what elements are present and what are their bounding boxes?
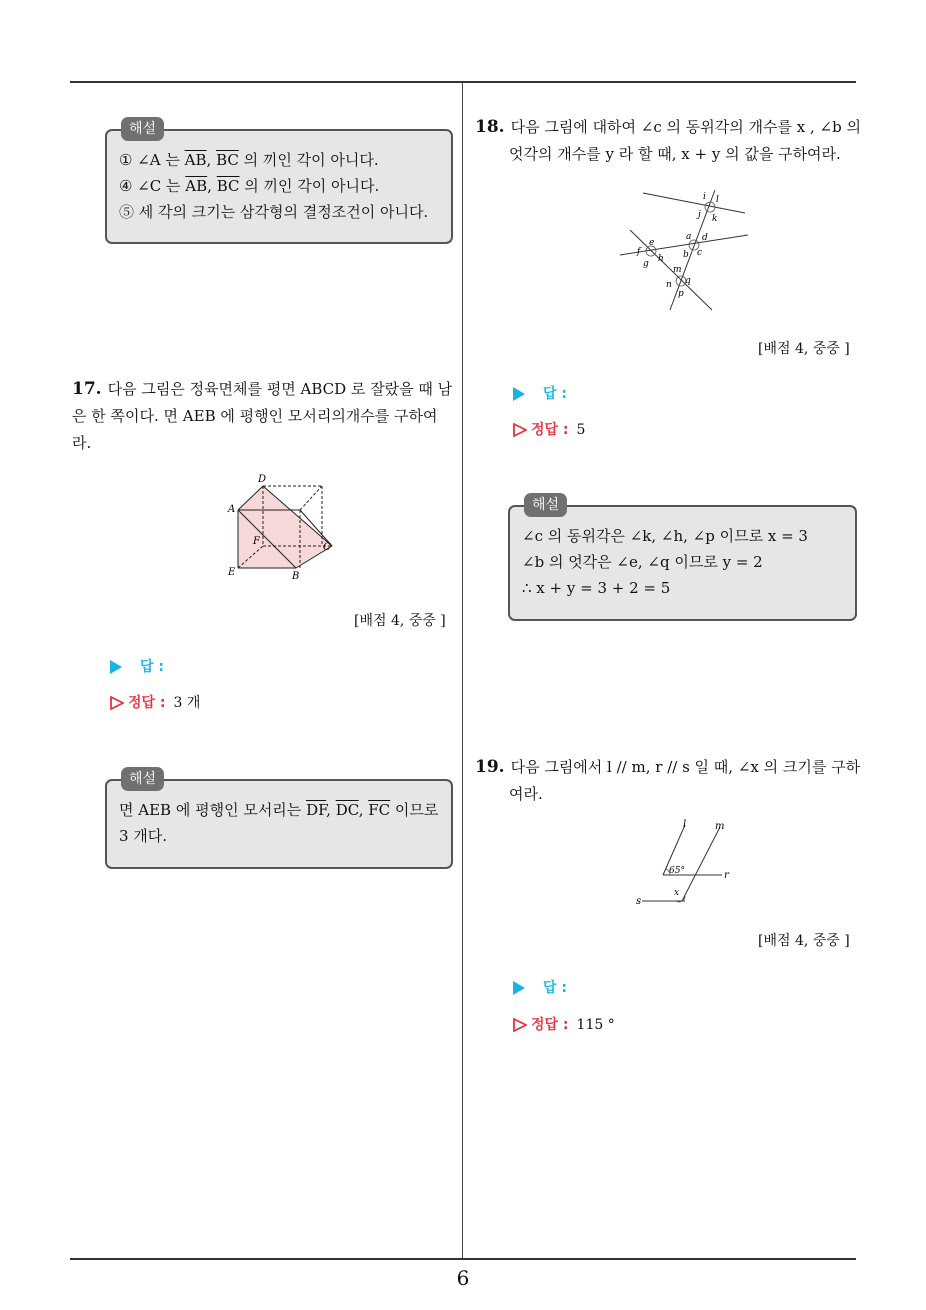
triangle-icon [513,387,525,401]
angle-label-b: b [683,250,689,260]
outline-triangle-icon [513,423,527,437]
parallel-lines-figure [630,815,750,910]
angle-label-c: c [697,248,703,258]
angle-label-f: f [637,247,641,257]
explanation-tag: 해설 [524,493,567,517]
angle-label-65: 65° [669,866,685,876]
angle-label-e: e [649,238,655,248]
cube-label-c: C [323,542,331,553]
explanation-line: 3 개다. [119,827,168,845]
angle-label-g: g [643,259,649,269]
explanation-box-16 [105,121,453,244]
explanation-box-18 [508,497,857,621]
score-17: [배점 4, 중중 ] [354,613,446,629]
triangle-icon [110,660,122,674]
correct-answer-19: 정답 : 115 ° [513,1014,615,1034]
cube-label-d: D [258,474,267,485]
angle-label-l: l [716,195,719,205]
explanation-line: ∴ x + y = 3 + 2 = 5 [522,579,671,597]
answer-row-19: 답 : [513,977,567,997]
score-18: [배점 4, 중중 ] [758,341,850,357]
question-17 [72,376,456,457]
cube-label-f: F [253,536,260,547]
angle-label-i: i [703,192,706,202]
question-number: 18. [475,117,505,137]
question-text: 다음 그림은 정육면체를 평면 ABCD 로 잘랐을 때 남은 한 쪽이다. 면 AEB 에 평행인 모서리의개수를 구하여라. [72,380,453,452]
column-divider [462,82,463,1260]
question-19: 19. 다음 그림에서 l // m, r // s 일 때, ∠x 의 크기를 구하 여라. [475,757,861,803]
angle-label-p: p [678,289,684,299]
question-number: 19. [475,757,505,777]
angle-label-k: k [712,214,718,224]
score-19: [배점 4, 중중 ] [758,933,850,949]
angle-label-m: m [673,265,682,275]
angle-label-a: a [686,232,692,242]
line-label-m: m [715,821,725,832]
explanation-line: 면 AEB 에 평행인 모서리는 $\overline{DF}$, $\overline{DC}$, $\overline{FC}$ 이므로 [119,801,439,819]
correct-answer-17: 정답 : 3 개 [110,692,200,712]
angle-label-q: q [685,276,691,286]
cube-label-b: B [292,571,300,582]
explanation-tag: 해설 [121,117,164,141]
angle-label-x: x [674,888,680,898]
triangle-icon [513,981,525,995]
page-number: 6 [456,1266,470,1290]
footer-rule [70,1258,856,1260]
correct-answer-18: 정답 : 5 [513,419,585,439]
explanation-line: ④ ∠C 는 $\overline{AB}$, $\overline{BC}$ 의 끼인 각이 아니다. [119,177,380,195]
angle-label-d: d [702,233,708,243]
question-18: 18. 다음 그림에 대하여 ∠c 의 동위각의 개수를 x , ∠b 의 엇각의 개수를 y 라 할 때, x + y 의 값을 구하여라. [475,117,861,163]
outline-triangle-icon [513,1018,527,1032]
angle-label-h: h [658,254,664,264]
answer-row-18: 답 : [513,383,567,403]
explanation-line: ∠c 의 동위각은 ∠k, ∠h, ∠p 이므로 x = 3 [522,527,808,545]
line-label-s: s [636,896,642,907]
cube-label-e: E [228,567,236,578]
explanation-tag: 해설 [121,767,164,791]
outline-triangle-icon [110,696,124,710]
transversal-figure [615,185,755,315]
explanation-line: ① ∠A 는 $\overline{AB}$, $\overline{BC}$ 의 끼인 각이 아니다. [119,151,379,169]
header-rule [70,81,856,83]
line-label-l: l [683,819,687,830]
explanation-line: ∠b 의 엇각은 ∠e, ∠q 이므로 y = 2 [522,553,763,571]
explanation-line: ⑤ 세 각의 크기는 삼각형의 결정조건이 아니다. [119,203,429,221]
question-number: 17. [72,379,102,399]
line-label-r: r [724,870,729,881]
explanation-box-17 [105,771,453,869]
cube-figure [220,470,350,585]
answer-row-17: 답 : [110,656,164,676]
angle-label-j: j [698,210,701,220]
angle-label-n: n [666,280,672,290]
cube-label-a: A [228,504,236,515]
